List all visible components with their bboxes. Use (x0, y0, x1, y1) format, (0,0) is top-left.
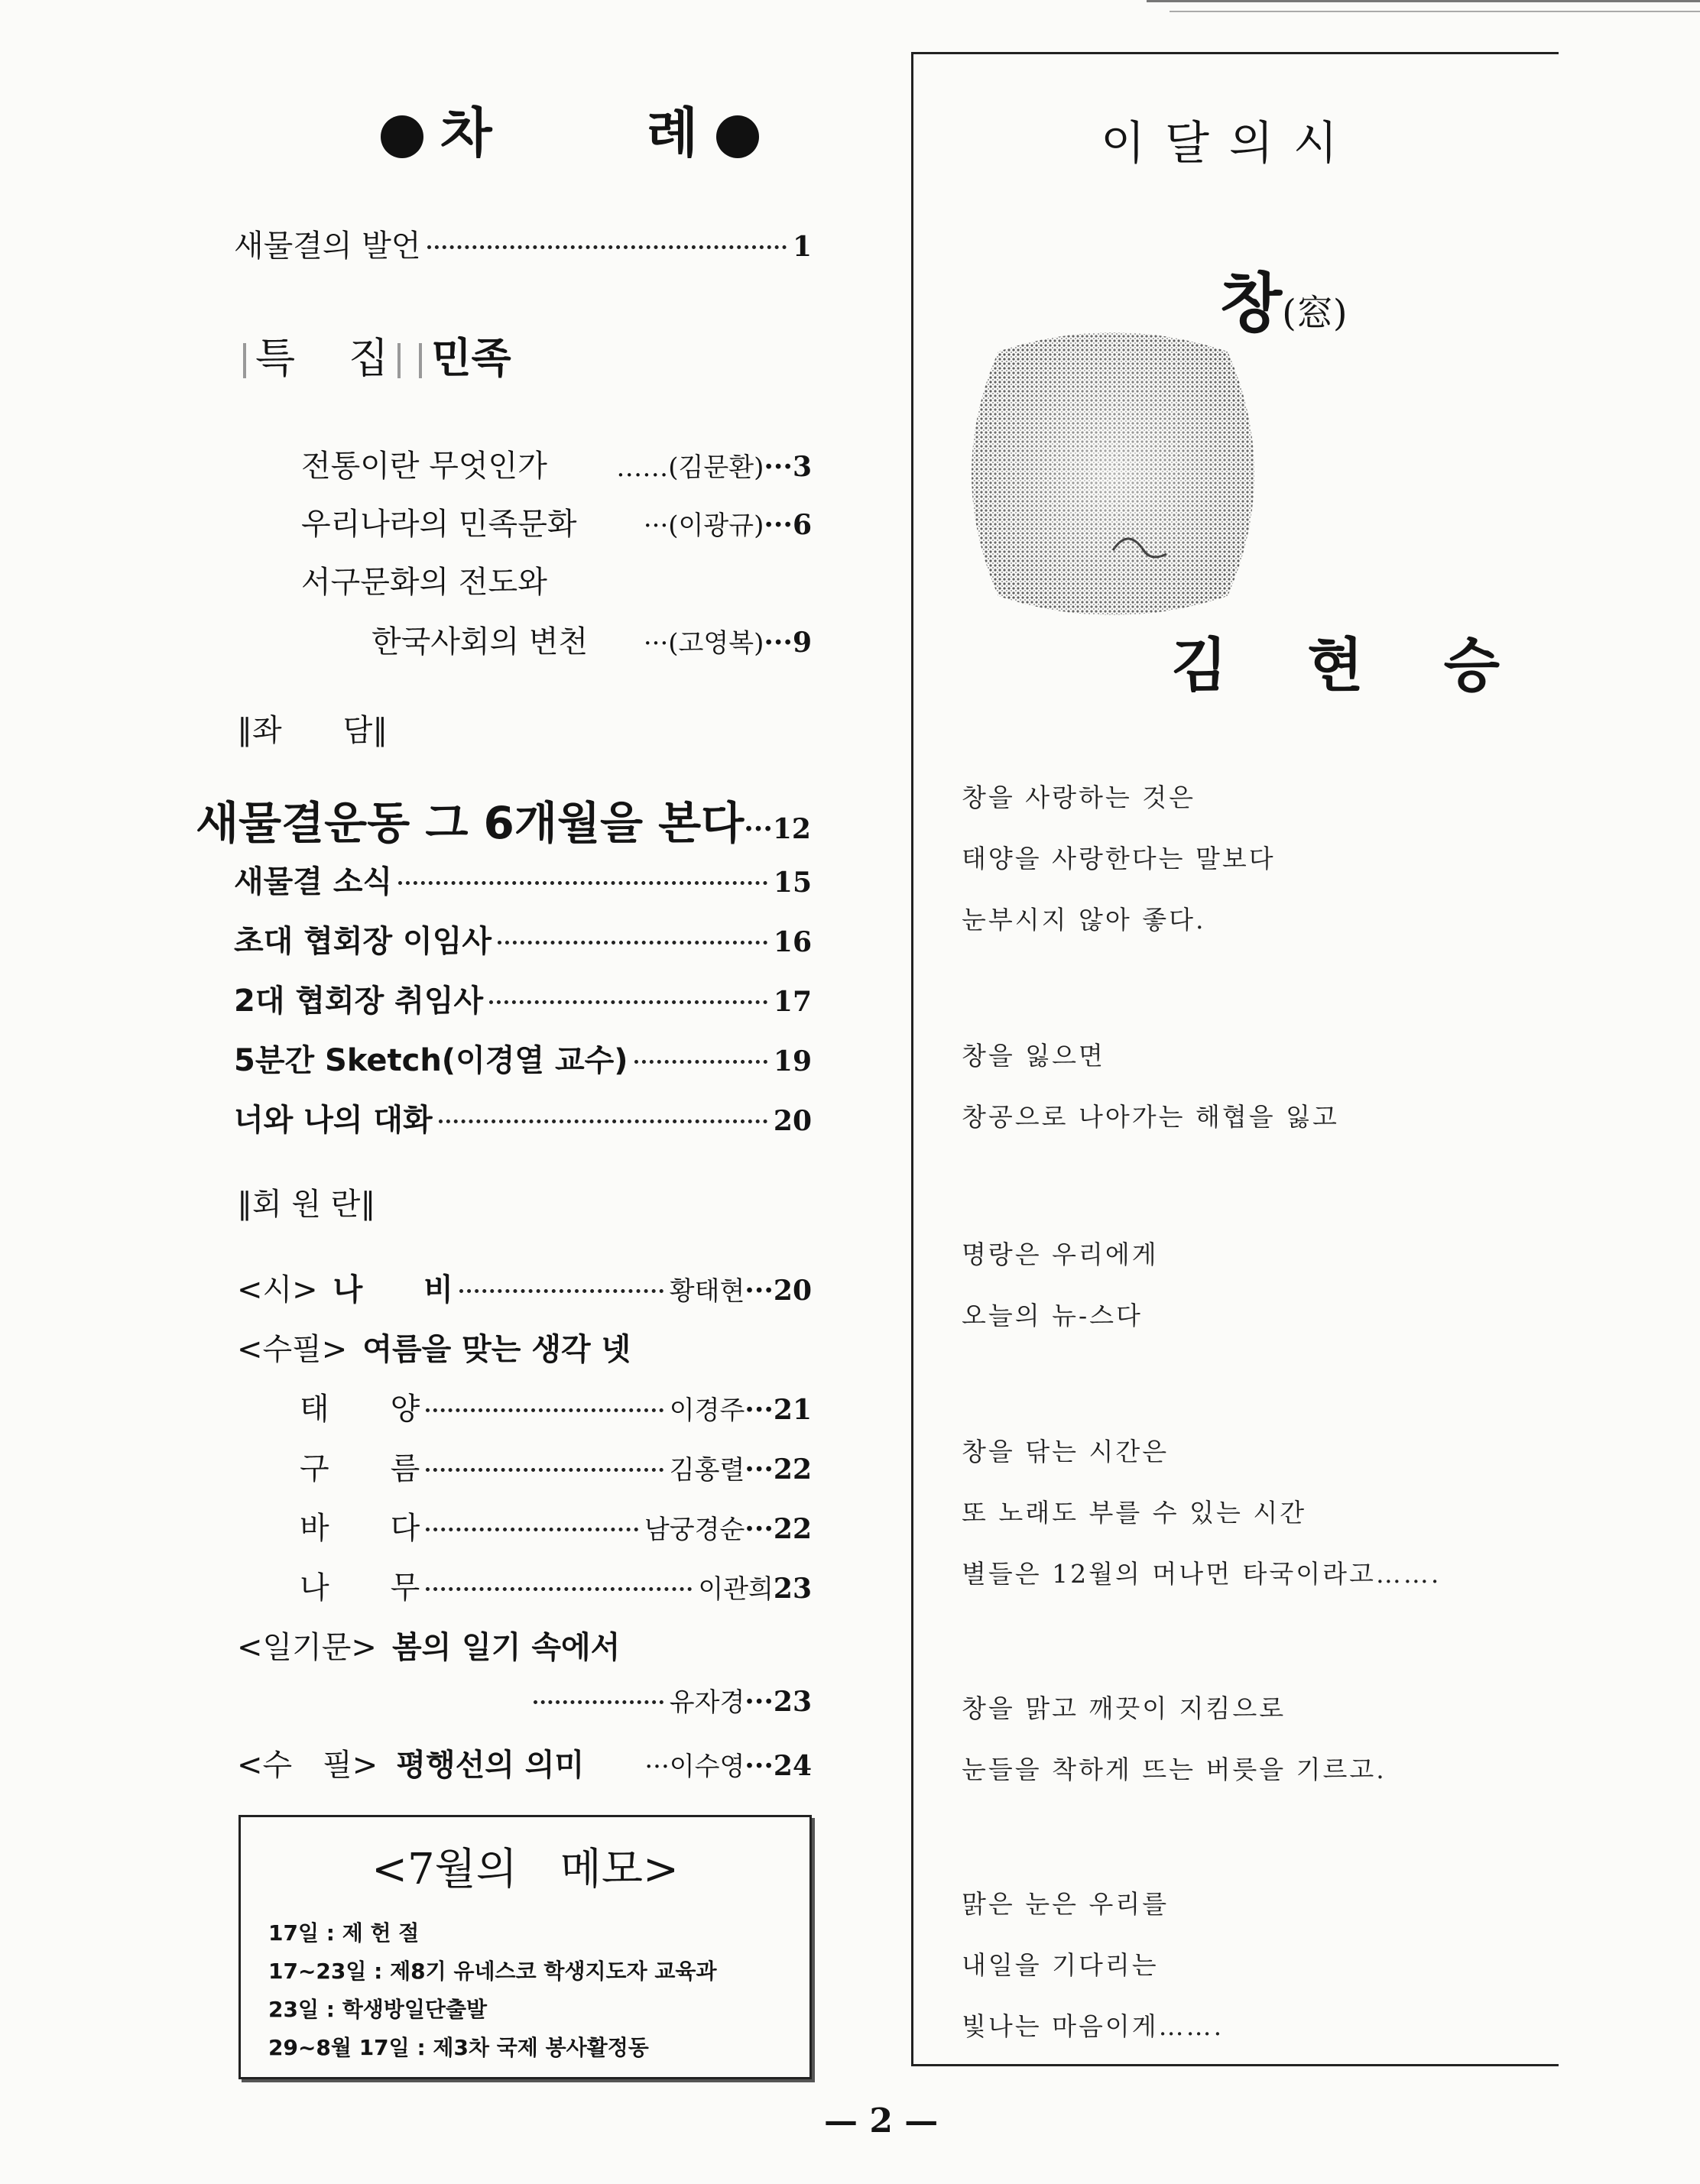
poem-line: 오늘의 뉴-스다 (962, 1301, 1143, 1330)
entry-page: 19 (773, 1045, 812, 1077)
entry-author: 유자경 (669, 1687, 745, 1718)
poem-title-text: 창 (1220, 266, 1283, 341)
entry-title: 평행선의 의미 (396, 1748, 585, 1783)
entry-tag: <일기문> (237, 1630, 377, 1665)
leader-dots (498, 941, 767, 945)
toc-entry-poem (237, 1265, 812, 1309)
memo-line: 17일 : 제 헌 절 (268, 1920, 420, 1946)
bullet-dot-icon (716, 115, 759, 158)
entry-author: 남궁경순 (644, 1515, 745, 1545)
feature-topic: 민족 (431, 334, 511, 382)
entry-page: ···22 (745, 1513, 812, 1545)
toc-entry (234, 857, 812, 901)
feature-label-1: 특 (255, 334, 296, 382)
entry-page: ···23 (745, 1686, 812, 1718)
entry-page: ···24 (745, 1750, 812, 1782)
toc-entry (301, 442, 812, 485)
memo-box (238, 1815, 812, 2079)
entry-title: 바 다 (300, 1511, 420, 1546)
entry-author: ···(고영복) (643, 628, 764, 659)
toc-title (364, 90, 776, 167)
entry-title: 나 무 (300, 1570, 420, 1606)
entry-author: 황태현 (669, 1276, 745, 1307)
entry-page: 17 (773, 986, 812, 1018)
toc-entry (300, 1385, 812, 1428)
toc-title-right: 례 (646, 102, 700, 164)
poem-line: 별들은 12월의 머나먼 타국이라고……. (962, 1559, 1442, 1589)
entry-author: ……(김문환) (616, 452, 764, 483)
poem-author (1171, 619, 1500, 702)
memo-line: 29~8월 17일 : 제3차 국제 봉사활정동 (268, 2035, 649, 2060)
leader-dots (534, 1700, 663, 1704)
entry-author: 김홍렬 (669, 1455, 745, 1486)
entry-page: 20 (773, 1105, 812, 1137)
poem-title-hanja: (窓) (1282, 292, 1348, 335)
author-char: 김 (1171, 631, 1228, 699)
entry-tag: <수필> (237, 1332, 348, 1367)
entry-page: 23 (773, 1573, 812, 1605)
poem-header: 이달의시 (1101, 117, 1358, 170)
leader-dots (459, 1289, 663, 1293)
entry-title: 너와 나의 대화 (234, 1103, 433, 1138)
leader-dots (489, 1000, 767, 1004)
entry-title: 구 름 (300, 1451, 420, 1486)
toc-entry-diary-author (527, 1681, 812, 1719)
entry-title: 새물결 소식 (234, 864, 393, 899)
poem-line: 명랑은 우리에게 (962, 1239, 1159, 1269)
entry-page: 16 (773, 926, 812, 958)
entry-title: 나 비 (333, 1272, 453, 1307)
entry-author: ···이수영 (644, 1751, 745, 1782)
poem-line: 창을 사랑하는 것은 (962, 783, 1196, 812)
memo-line: 23일 : 학생방일단출발 (268, 1997, 488, 2022)
entry-page: ···9 (764, 627, 812, 659)
toc-entry-essay2 (237, 1741, 812, 1784)
divider-bar (397, 343, 401, 378)
author-char: 현 (1307, 631, 1364, 699)
talk-heading: ∥좌 담∥ (237, 713, 388, 748)
memo-line: 17~23일 : 제8기 유네스코 학생지도자 교육과 (268, 1959, 717, 1984)
toc-title-left: 차 (440, 102, 494, 164)
entry-page: 1 (792, 231, 812, 263)
entry-title: 전통이란 무엇인가 (301, 449, 547, 484)
entry-author: ···(이광규) (643, 510, 764, 541)
toc-entry (300, 1563, 812, 1607)
toc-entry (234, 1036, 812, 1080)
feature-heading (234, 326, 511, 384)
entry-page: ···22 (745, 1453, 812, 1486)
toc-entry (301, 558, 812, 601)
entry-title: 5분간 Sketch(이경열 교수) (234, 1043, 628, 1078)
poem-line: 창공으로 나아가는 해협을 잃고 (962, 1102, 1339, 1132)
leader-dots (426, 1468, 663, 1472)
entry-title: 새물결의 발언 (234, 228, 421, 264)
toc-entry-intro (234, 222, 812, 265)
toc-entry-essay-head (237, 1325, 812, 1369)
poem-line: 눈부시지 않아 좋다. (962, 905, 1206, 935)
entry-title: 봄의 일기 속에서 (391, 1630, 621, 1665)
divider-bar (243, 343, 246, 378)
toc-entry (234, 917, 812, 961)
poem-line: 맑은 눈은 우리를 (962, 1889, 1170, 1919)
poem-line: 창을 잃으면 (962, 1041, 1105, 1071)
top-rule-secondary (1170, 11, 1700, 12)
entry-title: 초대 협회장 이임사 (234, 924, 492, 959)
toc-entry (234, 1096, 812, 1139)
entry-title: 우리나라의 민족문화 (301, 507, 577, 542)
leader-dots (398, 881, 767, 885)
toc-entry-diary (237, 1623, 812, 1667)
window-illustration (952, 321, 1273, 627)
entry-title: 2대 협회장 취임사 (234, 983, 484, 1019)
leader-dots (634, 1060, 767, 1064)
poem-line: 태양을 사랑한다는 말보다 (962, 844, 1276, 873)
leader-dots (439, 1120, 767, 1123)
poem-line: 내일을 기다리는 (962, 1950, 1159, 1980)
poem-line: 눈들을 착하게 뜨는 버릇을 기르고. (962, 1755, 1387, 1784)
memo-title: <7월의 메모> (371, 1845, 679, 1894)
entry-page: ···6 (764, 509, 812, 541)
entry-page: ···12 (744, 813, 811, 845)
top-rule (1147, 0, 1700, 2)
bullet-dot-icon (381, 115, 423, 158)
entry-tag: <수 필> (237, 1748, 378, 1783)
entry-page: ···20 (745, 1275, 812, 1307)
poem-line: 창을 맑고 깨끗이 지킴으로 (962, 1693, 1286, 1723)
members-heading: ∥회 원 란∥ (237, 1187, 376, 1222)
entry-tag: <시> (237, 1272, 318, 1307)
entry-page: 15 (773, 867, 812, 899)
entry-author: 이경주 (669, 1395, 745, 1426)
divider-bar (419, 343, 422, 378)
talk-headline (196, 787, 812, 851)
author-char: 승 (1443, 631, 1500, 699)
toc-entry (300, 1444, 812, 1488)
entry-title: 여름을 맞는 생각 넷 (362, 1332, 631, 1367)
page-number: — 2 — (824, 2101, 939, 2140)
entry-author: 이관희 (698, 1574, 774, 1605)
entry-title: 서구문화의 전도와 (301, 565, 547, 600)
leader-dots (426, 1528, 638, 1531)
entry-title: 태 양 (300, 1392, 420, 1427)
entry-title: 한국사회의 변천 (371, 624, 589, 659)
toc-entry (234, 977, 812, 1020)
headline-title: 새물결운동 그 6개월을 본다 (196, 797, 745, 849)
toc-entry (300, 1504, 812, 1547)
leader-dots (427, 245, 787, 249)
feature-label-2: 집 (349, 334, 389, 382)
entry-page: ···3 (764, 451, 812, 483)
entry-page: ···21 (745, 1394, 812, 1426)
toc-entry (371, 617, 812, 661)
leader-dots (426, 1587, 692, 1591)
leader-dots (426, 1408, 663, 1412)
poem-line: 또 노래도 부를 수 있는 시간 (962, 1498, 1307, 1528)
toc-entry (301, 500, 812, 543)
poem-line: 빛나는 마음이게……. (962, 2011, 1225, 2041)
poem-line: 창을 닦는 시간은 (962, 1437, 1170, 1466)
